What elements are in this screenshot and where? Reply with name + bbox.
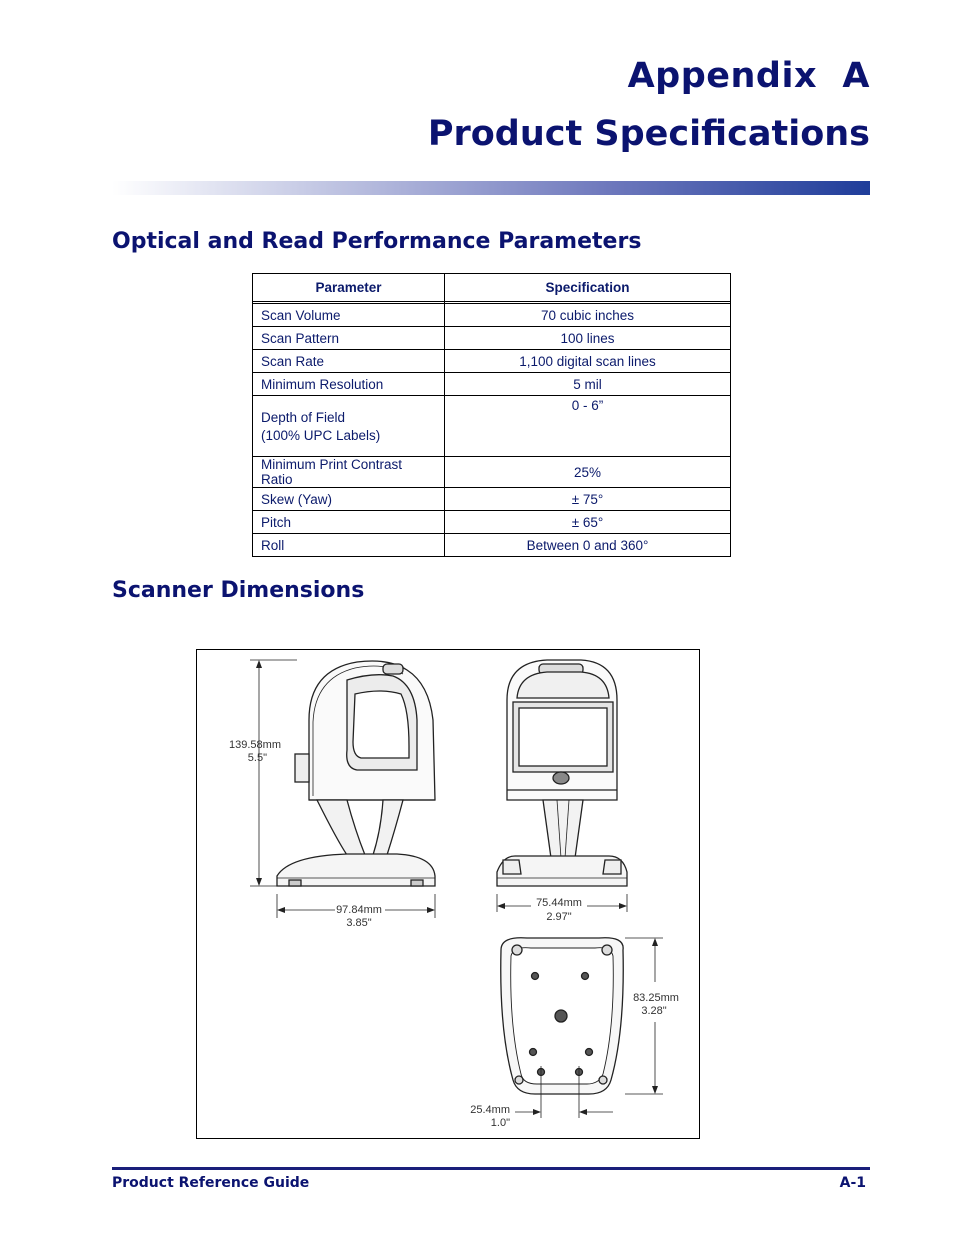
spec-cell: 0 - 6” (445, 396, 731, 457)
section-heading-optical: Optical and Read Performance Parameters (112, 229, 642, 254)
scanner-front-view (497, 660, 627, 912)
param-cell: Scan Pattern (253, 327, 445, 350)
height-in-label: 5.5" (247, 752, 267, 764)
spec-cell: Between 0 and 360° (445, 534, 731, 557)
table-header-row (253, 274, 731, 302)
page-title: Product Specifications (427, 114, 870, 154)
width-mm-label: 75.44mm (536, 897, 582, 909)
footer-page-number: A-1 (839, 1175, 866, 1191)
param-cell: Scan Volume (253, 304, 445, 327)
param-cell: Roll (253, 534, 445, 557)
spec-cell: 70 cubic inches (445, 304, 731, 327)
param-cell: Skew (Yaw) (253, 488, 445, 511)
param-cell: Scan Rate (253, 350, 445, 373)
spec-cell: 5 mil (445, 373, 731, 396)
scanner-drawings (197, 650, 699, 1138)
section-heading-dimensions: Scanner Dimensions (112, 578, 365, 603)
spec-cell: 100 lines (445, 327, 731, 350)
spec-cell: 1,100 digital scan lines (445, 350, 731, 373)
param-cell (253, 396, 445, 457)
hole-in-label: 1.0" (490, 1117, 510, 1129)
width-in-label: 2.97" (546, 911, 572, 923)
table-row (253, 396, 731, 457)
table-row (253, 373, 731, 396)
title-gradient-bar (112, 181, 870, 195)
col-header-parameter: Parameter (253, 274, 445, 302)
footer-rule (112, 1167, 870, 1170)
scanner-bottom-view (501, 938, 663, 1118)
hole-mm-label: 25.4mm (470, 1104, 510, 1116)
depth-in-label: 3.85" (346, 917, 372, 929)
base-in-label: 3.28" (641, 1005, 667, 1017)
table-row (253, 327, 731, 350)
param-cell: Minimum Resolution (253, 373, 445, 396)
col-header-specification: Specification (445, 274, 731, 302)
param-cell: Minimum Print Contrast Ratio (253, 457, 445, 488)
table-row (253, 457, 731, 488)
param-line: (100% UPC Labels) (261, 427, 381, 443)
appendix-label: Appendix A (627, 56, 870, 96)
height-mm-label: 139.58mm (229, 739, 281, 751)
param-cell: Pitch (253, 511, 445, 534)
depth-mm-label: 97.84mm (336, 904, 382, 916)
base-mm-label: 83.25mm (633, 992, 679, 1004)
spec-table (252, 273, 731, 557)
scanner-side-view (247, 660, 435, 918)
table-row (253, 511, 731, 534)
table-row (253, 304, 731, 327)
spec-cell: ± 75° (445, 488, 731, 511)
param-line: Depth of Field (261, 409, 346, 425)
table-row (253, 488, 731, 511)
table-row (253, 350, 731, 373)
footer-guide-title: Product Reference Guide (112, 1175, 310, 1191)
spec-cell: 25% (445, 457, 731, 488)
spec-cell: ± 65° (445, 511, 731, 534)
table-row (253, 534, 731, 557)
scanner-dimensions-figure (196, 649, 700, 1139)
